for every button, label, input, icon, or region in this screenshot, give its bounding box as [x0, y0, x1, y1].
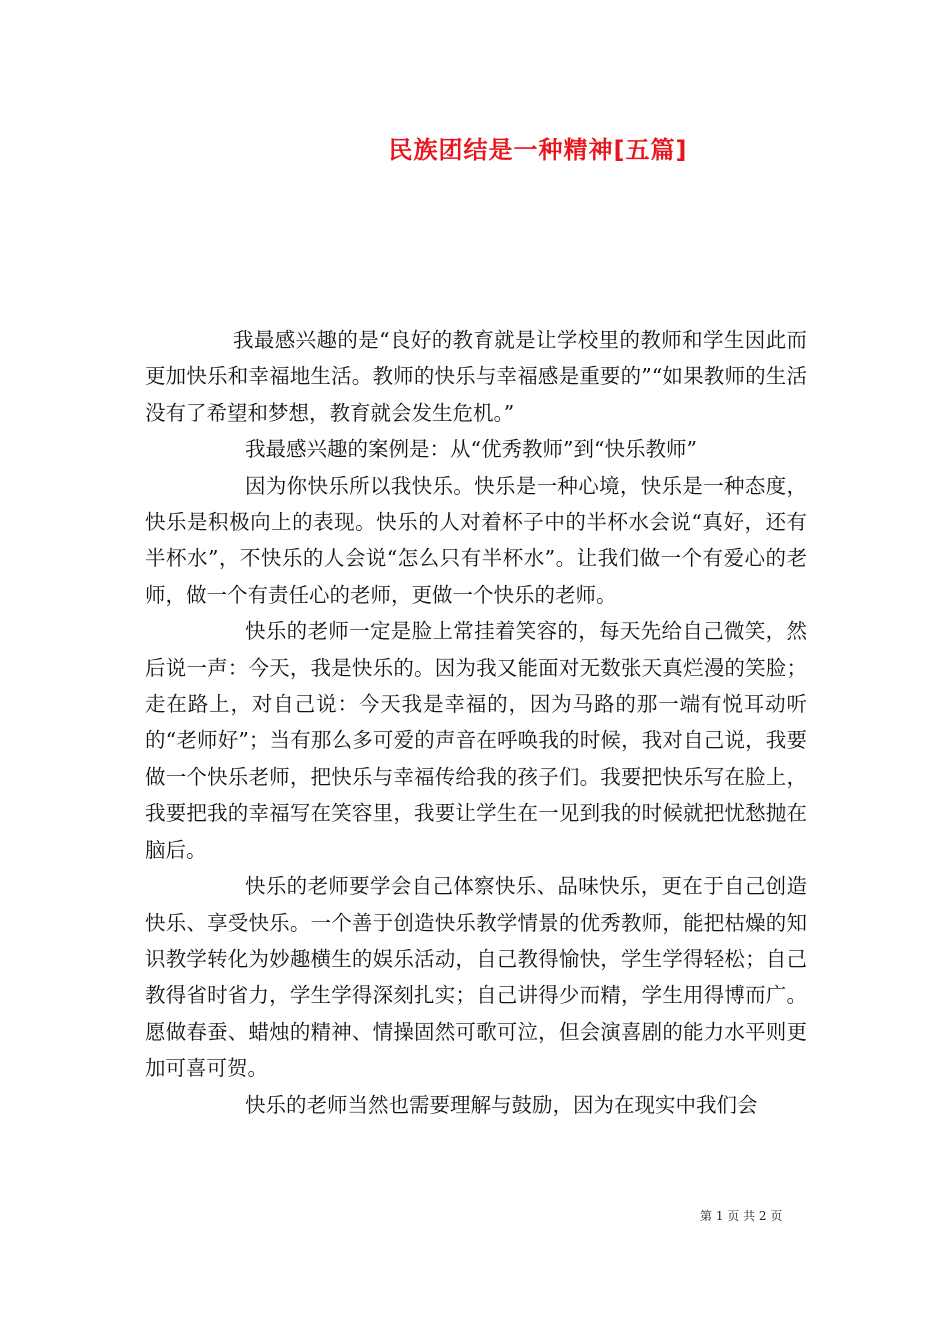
page-footer: 第 1 页 共 2 页	[700, 1209, 783, 1223]
document-title: 民族团结是一种精神[五篇]	[388, 136, 688, 164]
paragraph-case-heading: 我最感兴趣的案例是：从“优秀教师”到“快乐教师”	[245, 437, 697, 462]
paragraph-intro: 我最感兴趣的是“良好的教育就是让学校里的教师和学生因此而更加快乐和幸福地生活。教师的快乐与幸福感是重要的”“如果教师的生活没有了希望和梦想，教育就会发生危机。”	[145, 328, 807, 425]
document-body	[145, 322, 807, 1123]
paragraph-happy-mood: 因为你快乐所以我快乐。快乐是一种心境，快乐是一种态度，快乐是积极向上的表现。快乐的人对着杯子中的半杯水会说“真好，还有半杯水”，不快乐的人会说“怎么只有半杯水”。让我们做一个有爱心的老师，做一个有责任心的老师，更做一个快乐的老师。	[145, 473, 807, 607]
paragraph-understanding: 快乐的老师当然也需要理解与鼓励，因为在现实中我们会	[245, 1092, 758, 1117]
paragraph-smiling-teacher: 快乐的老师一定是脸上常挂着笑容的，每天先给自己微笑，然后说一声：今天，我是快乐的。因为我又能面对无数张天真烂漫的笑脸；走在路上，对自己说：今天我是幸福的，因为马路的那一端有悦耳动听的“老师好”；当有那么多可爱的声音在呼唤我的时候，我对自己说，我要做一个快乐老师，把快乐与幸福传给我的孩子们。我要把快乐写在脸上，我要把我的幸福写在笑容里，我要让学生在一见到我的时候就把忧愁抛在脑后。	[145, 619, 807, 862]
paragraph-create-happiness: 快乐的老师要学会自己体察快乐、品味快乐，更在于自己创造快乐、享受快乐。一个善于创造快乐教学情景的优秀教师，能把枯燥的知识教学转化为妙趣横生的娱乐活动，自己教得愉快，学生学得轻松；自己教得省时省力，学生学得深刻扎实；自己讲得少而精，学生用得博而广。愿做春蚕、蜡烛的精神、情操固然可歌可泣，但会演喜剧的能力水平则更加可喜可贺。	[145, 874, 807, 1081]
